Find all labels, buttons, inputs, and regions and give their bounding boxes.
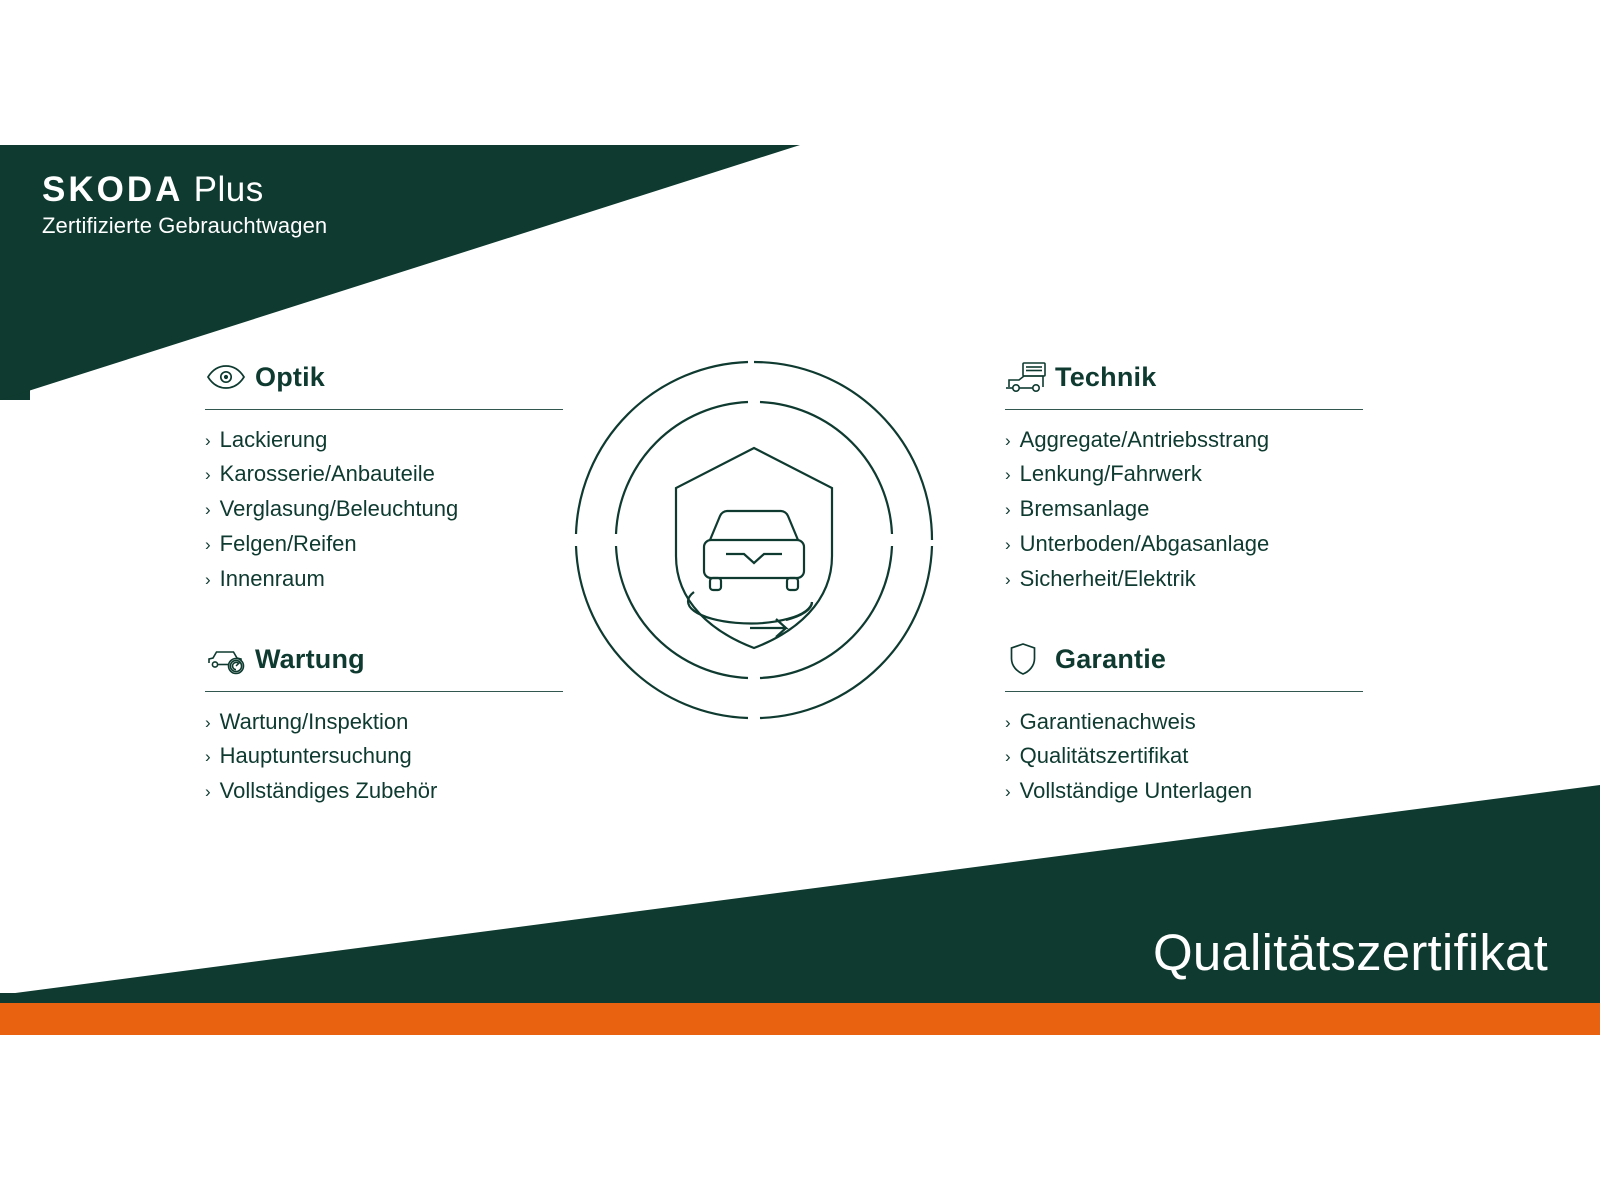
list-item xyxy=(1005,492,1375,527)
section-divider xyxy=(205,691,563,692)
chevron-right-icon: › xyxy=(1005,465,1011,485)
background-orange-bar xyxy=(0,1003,1600,1035)
list-item-label: Sicherheit/Elektrik xyxy=(1019,566,1196,592)
list-item xyxy=(205,422,575,457)
list-item xyxy=(1005,704,1375,739)
vehicle-shield-emblem xyxy=(574,340,934,740)
shield-icon xyxy=(1005,641,1051,677)
section-title: Optik xyxy=(255,361,326,392)
section-title: Technik xyxy=(1055,361,1157,392)
brand-name-plus: Plus xyxy=(193,170,264,209)
list-item-label: Hauptuntersuchung xyxy=(219,743,412,769)
background-white-bottom xyxy=(0,1035,1600,1200)
chevron-right-icon: › xyxy=(1005,782,1011,802)
chevron-right-icon: › xyxy=(1005,570,1011,590)
car-wrench-icon xyxy=(205,643,251,675)
section-header xyxy=(1005,355,1375,399)
section-title: Wartung xyxy=(255,643,365,674)
list-item xyxy=(1005,422,1375,457)
list-item xyxy=(1005,457,1375,492)
section-header xyxy=(205,355,575,399)
list-item-label: Felgen/Reifen xyxy=(219,531,357,557)
section-divider xyxy=(1005,409,1363,410)
list-item-label: Bremsanlage xyxy=(1019,496,1150,522)
brand-name-skoda: SKODA xyxy=(42,170,184,209)
brand-lockup xyxy=(42,172,327,239)
list-item-label: Innenraum xyxy=(219,566,325,592)
list-item-label: Lenkung/Fahrwerk xyxy=(1019,461,1202,487)
page-title: Qualitätszertifikat xyxy=(1153,924,1548,981)
section-technik xyxy=(1005,355,1375,596)
chevron-right-icon: › xyxy=(205,465,211,485)
list-item xyxy=(205,739,575,774)
chevron-right-icon: › xyxy=(205,570,211,590)
list-item-label: Wartung/Inspektion xyxy=(219,708,409,734)
list-item-label: Verglasung/Beleuchtung xyxy=(219,496,459,522)
section-header xyxy=(205,637,575,681)
background-white-top xyxy=(0,0,1600,145)
chevron-right-icon: › xyxy=(1005,535,1011,555)
list-item xyxy=(205,562,575,597)
chevron-right-icon: › xyxy=(1005,500,1011,520)
eye-icon xyxy=(205,363,251,391)
chevron-right-icon: › xyxy=(205,782,211,802)
section-header xyxy=(1005,637,1375,681)
chevron-right-icon: › xyxy=(205,712,211,732)
section-item-list xyxy=(205,422,575,596)
list-item-label: Karosserie/Anbauteile xyxy=(219,461,435,487)
section-item-list xyxy=(205,704,575,809)
list-item-label: Unterboden/Abgasanlage xyxy=(1019,531,1270,557)
list-item xyxy=(205,704,575,739)
section-optik xyxy=(205,355,575,596)
section-divider xyxy=(205,409,563,410)
list-item-label: Garantienachweis xyxy=(1019,708,1196,734)
list-item xyxy=(1005,739,1375,774)
chevron-right-icon: › xyxy=(205,500,211,520)
list-item xyxy=(205,774,575,809)
truck-lift-icon xyxy=(1005,361,1051,393)
section-wartung xyxy=(205,637,575,809)
section-item-list xyxy=(1005,422,1375,596)
list-item-label: Lackierung xyxy=(219,426,328,452)
section-divider xyxy=(1005,691,1363,692)
chevron-right-icon: › xyxy=(1005,430,1011,450)
list-item xyxy=(1005,562,1375,597)
chevron-right-icon: › xyxy=(205,430,211,450)
list-item-label: Vollständiges Zubehör xyxy=(219,778,438,804)
list-item-label: Qualitätszertifikat xyxy=(1019,743,1189,769)
list-item xyxy=(205,527,575,562)
chevron-right-icon: › xyxy=(1005,747,1011,767)
list-item xyxy=(205,492,575,527)
section-garantie xyxy=(1005,637,1375,809)
list-item-label: Vollständige Unterlagen xyxy=(1019,778,1253,804)
list-item xyxy=(1005,527,1375,562)
section-title: Garantie xyxy=(1055,643,1167,674)
section-item-list xyxy=(1005,704,1375,809)
brand-tagline: Zertifizierte Gebrauchtwagen xyxy=(42,212,328,238)
chevron-right-icon: › xyxy=(1005,712,1011,732)
brand-name-row xyxy=(42,172,327,209)
list-item xyxy=(205,457,575,492)
chevron-right-icon: › xyxy=(205,535,211,555)
list-item-label: Aggregate/Antriebsstrang xyxy=(1019,426,1270,452)
list-item xyxy=(1005,774,1375,809)
chevron-right-icon: › xyxy=(205,747,211,767)
